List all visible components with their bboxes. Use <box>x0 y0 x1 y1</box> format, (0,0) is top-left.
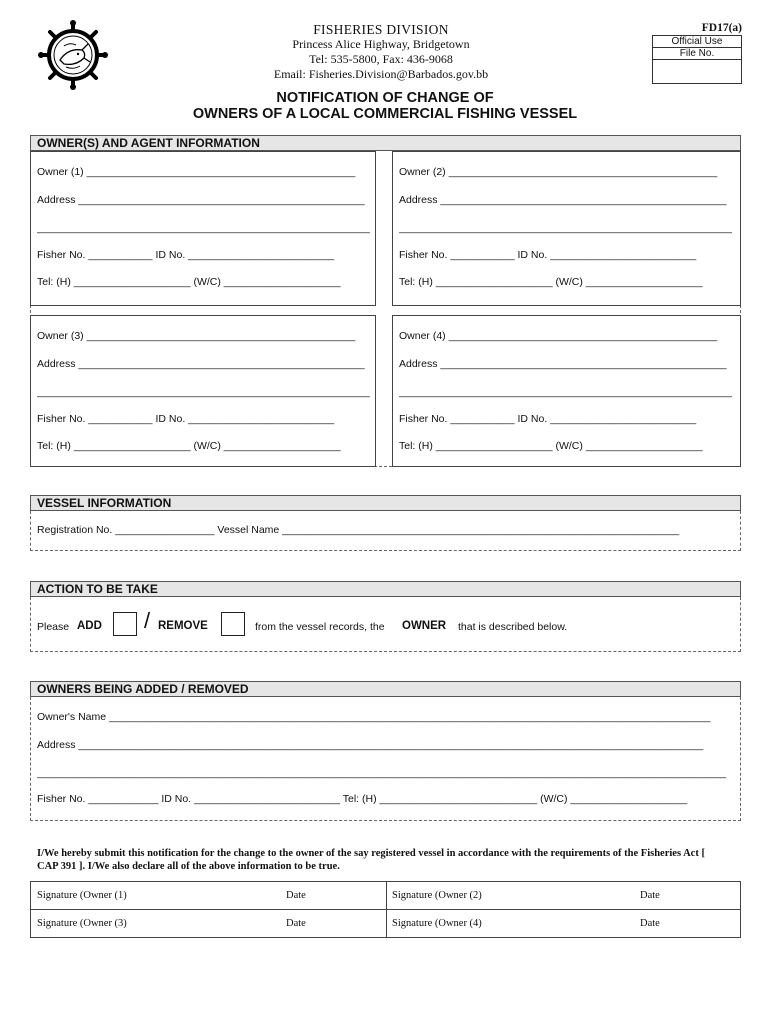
action-section-body <box>30 597 741 652</box>
owner-4-address-line2[interactable]: _________________________________________________________ <box>399 386 732 398</box>
signature-table <box>30 881 741 938</box>
date-owner-1[interactable]: Date <box>286 890 306 901</box>
agency-email: Email: Fisheries.Division@Barbados.gov.bb <box>273 67 489 81</box>
agency-address: Princess Alice Highway, Bridgetown <box>292 37 470 51</box>
owner-4-ids-field[interactable]: Fisher No. ___________ ID No. _________________________ <box>399 413 697 425</box>
official-use-box[interactable] <box>652 35 742 84</box>
action-section-heading: ACTION TO BE TAKE <box>30 581 741 597</box>
vessel-section-body <box>30 511 741 551</box>
new-owner-address-field[interactable]: Address ___________________________________________________________________________________________________________ <box>37 739 704 751</box>
agency-name: FISHERIES DIVISION <box>313 22 449 37</box>
owner-word: OWNER <box>402 620 447 632</box>
date-owner-2[interactable]: Date <box>640 890 660 901</box>
form-title-line1: NOTIFICATION OF CHANGE OF <box>276 90 494 106</box>
remove-label: REMOVE <box>158 620 208 632</box>
owner-4-tel-field[interactable]: Tel: (H) ____________________ (W/C) ____________________ <box>399 440 703 452</box>
owner-4-address-field[interactable]: Address _________________________________________________ <box>399 358 727 370</box>
owner-2-tel-field[interactable]: Tel: (H) ____________________ (W/C) ____________________ <box>399 276 703 288</box>
owner-4-name-field[interactable]: Owner (4) ______________________________________________ <box>399 330 718 342</box>
owner-3-name-field[interactable]: Owner (3) ______________________________________________ <box>37 330 356 342</box>
owner-1-name-field[interactable]: Owner (1) ______________________________________________ <box>37 166 356 178</box>
owners-section-heading: OWNER(S) AND AGENT INFORMATION <box>30 135 741 151</box>
date-owner-4[interactable]: Date <box>640 918 660 929</box>
from-records-text: from the vessel records, the <box>255 621 385 633</box>
fisheries-seal-icon <box>38 20 108 90</box>
signature-owner-2[interactable]: Signature (Owner (2) <box>392 890 482 901</box>
owner-1-box <box>30 151 376 306</box>
described-below-text: that is described below. <box>458 621 568 633</box>
signature-owner-4[interactable]: Signature (Owner (4) <box>392 918 482 929</box>
signature-owner-1[interactable]: Signature (Owner (1) <box>37 890 127 901</box>
form-code: FD17(a) <box>701 22 742 34</box>
owner-2-name-field[interactable]: Owner (2) ______________________________________________ <box>399 166 718 178</box>
date-owner-3[interactable]: Date <box>286 918 306 929</box>
form-title <box>100 90 670 122</box>
owner-3-address-line2[interactable]: _________________________________________________________ <box>37 386 370 398</box>
vessel-registration-field[interactable]: Registration No. _________________ Vessel Name ____________________________________________________________________ <box>37 524 680 536</box>
new-owner-address-line2[interactable]: ______________________________________________________________________________________________________________________ <box>37 767 727 779</box>
added-section-body <box>30 697 741 821</box>
form-title-line2: OWNERS OF A LOCAL COMMERCIAL FISHING VESSEL <box>192 106 578 122</box>
owner-1-address-field[interactable]: Address _________________________________________________ <box>37 194 365 206</box>
slash-separator: / <box>144 608 151 633</box>
declaration-text: I/We hereby submit this notification for the change to the owner of the say registered vessel in accordance with the requirements of the Fisheries Act [ CAP 391 ]. I/We also declare all of the above information to be true. <box>37 848 705 872</box>
owner-1-ids-field[interactable]: Fisher No. ___________ ID No. _________________________ <box>37 249 335 261</box>
official-use-label: Official Use <box>653 36 741 48</box>
owner-3-address-field[interactable]: Address _________________________________________________ <box>37 358 365 370</box>
owner-2-box <box>392 151 741 306</box>
owner-1-address-line2[interactable]: _________________________________________________________ <box>37 222 370 234</box>
signature-owner-3[interactable]: Signature (Owner (3) <box>37 918 127 929</box>
owner-4-box <box>392 315 741 467</box>
owner-3-ids-field[interactable]: Fisher No. ___________ ID No. _________________________ <box>37 413 335 425</box>
added-section-heading: OWNERS BEING ADDED / REMOVED <box>30 681 741 697</box>
add-label: ADD <box>77 620 102 632</box>
owner-3-tel-field[interactable]: Tel: (H) ____________________ (W/C) ____________________ <box>37 440 341 452</box>
owner-3-box <box>30 315 376 467</box>
new-owner-ids-tel-field[interactable]: Fisher No. ____________ ID No. _________________________ Tel: (H) ___________________________ (W/C) ____________________ <box>37 793 688 805</box>
agency-header <box>200 22 562 82</box>
vessel-section-heading: VESSEL INFORMATION <box>30 495 741 511</box>
please-label: Please <box>37 621 70 633</box>
add-checkbox[interactable] <box>113 612 137 636</box>
new-owner-name-field[interactable]: Owner's Name _______________________________________________________________________________________________________ <box>37 711 711 723</box>
owner-2-ids-field[interactable]: Fisher No. ___________ ID No. _________________________ <box>399 249 697 261</box>
owner-2-address-line2[interactable]: _________________________________________________________ <box>399 222 732 234</box>
signature-table-row-divider <box>31 909 740 910</box>
owner-1-tel-field[interactable]: Tel: (H) ____________________ (W/C) ____________________ <box>37 276 341 288</box>
owner-2-address-field[interactable]: Address _________________________________________________ <box>399 194 727 206</box>
remove-checkbox[interactable] <box>221 612 245 636</box>
agency-phone: Tel: 535-5800, Fax: 436-9068 <box>309 52 453 66</box>
file-no-label: File No. <box>653 48 741 60</box>
